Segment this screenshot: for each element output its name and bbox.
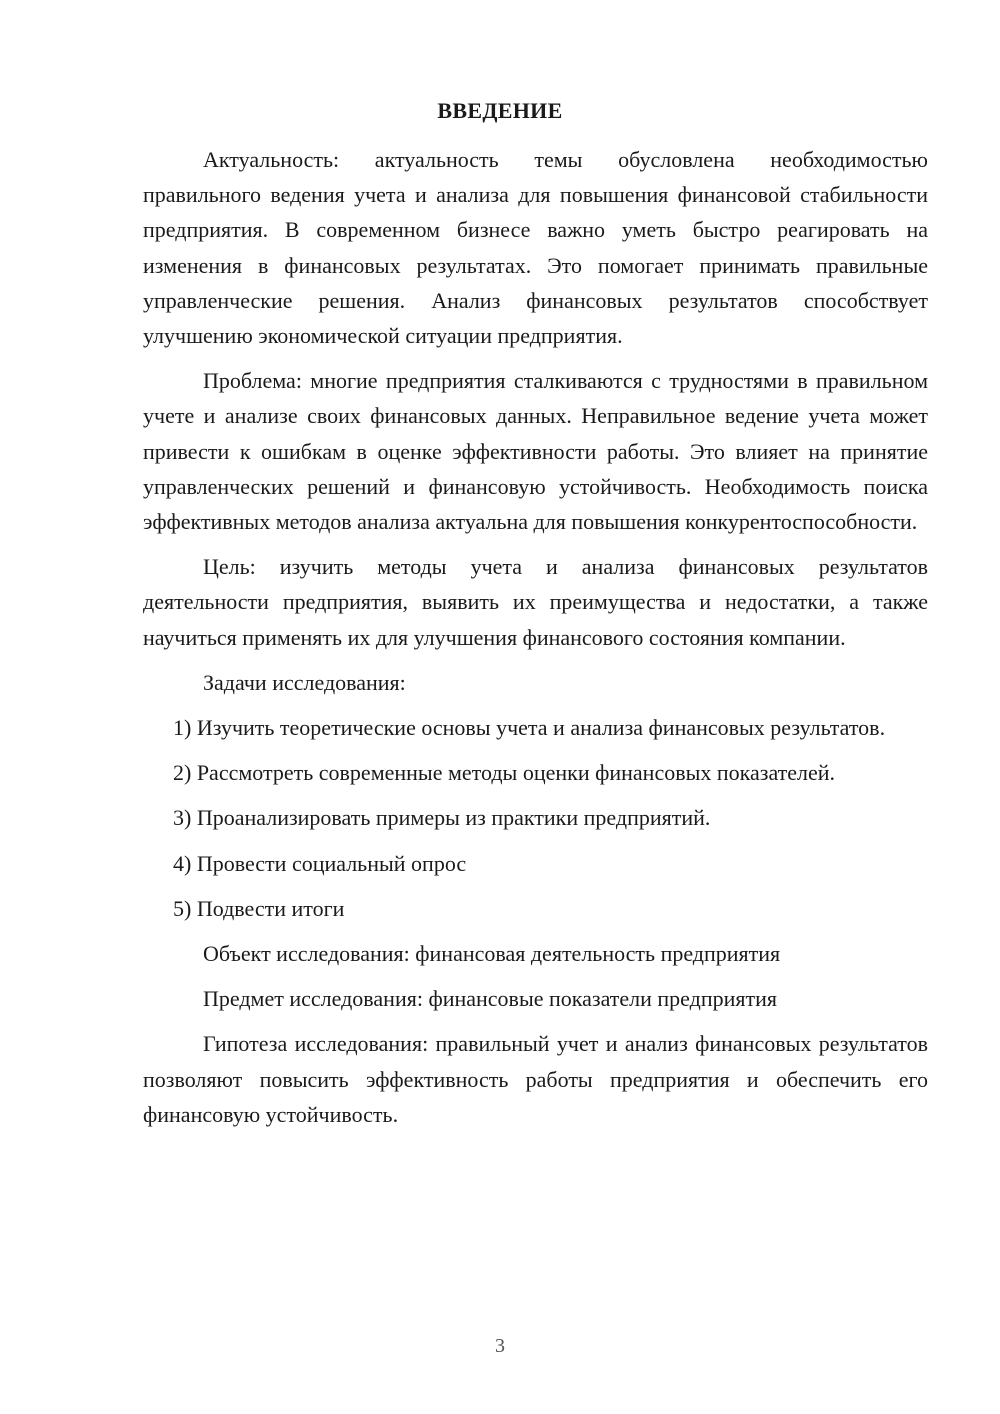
document-body [143,142,928,1132]
task-item: 2) Рассмотреть современные методы оценки финансовых показателей. [173,760,836,786]
paragraph-goal: Цель: изучить методы учета и анализа финансовых результатов деятельности предприятия, выявить их преимущества и недостатки, а также научиться применять их для улучшения финансового состояния компании. [143,554,928,650]
paragraph-object: Объект исследования: финансовая деятельность предприятия [203,941,781,967]
paragraph-relevance: Актуальность: актуальность темы обусловлена необходимостью правильного ведения учета и анализа для повышения финансовой стабильности предприятия. В современном бизнесе важно уметь быстро реагировать на изменения в финансовых результатах. Это помогает принимать правильные управленческие решения. Анализ финансовых результатов способствует улучшению экономической ситуации предприятия. [143,147,928,349]
paragraph-subject: Предмет исследования: финансовые показатели предприятия [203,986,778,1012]
tasks-heading: Задачи исследования: [203,669,406,695]
task-item: 3) Проанализировать примеры из практики предприятий. [173,805,711,831]
task-item: 1) Изучить теоретические основы учета и анализа финансовых результатов. [173,715,886,741]
paragraph-hypothesis: Гипотеза исследования: правильный учет и анализ финансовых результатов позволяют повысить эффективность работы предприятия и обеспечить его финансовую устойчивость. [143,1031,928,1127]
page-number: 3 [495,1335,505,1357]
task-item: 4) Провести социальный опрос [173,850,467,876]
page-title: ВВЕДЕНИЕ [437,98,563,123]
paragraph-problem: Проблема: многие предприятия сталкиваются с трудностями в правильном учете и анализе своих финансовых данных. Неправильное ведение учета может привести к ошибкам в оценке эффективности работы. Это влияет на принятие управленческих решений и финансовую устойчивость. Необходимость поиска эффективных методов анализа актуальна для повышения конкурентоспособности. [143,368,928,535]
task-item: 5) Подвести итоги [173,895,345,921]
